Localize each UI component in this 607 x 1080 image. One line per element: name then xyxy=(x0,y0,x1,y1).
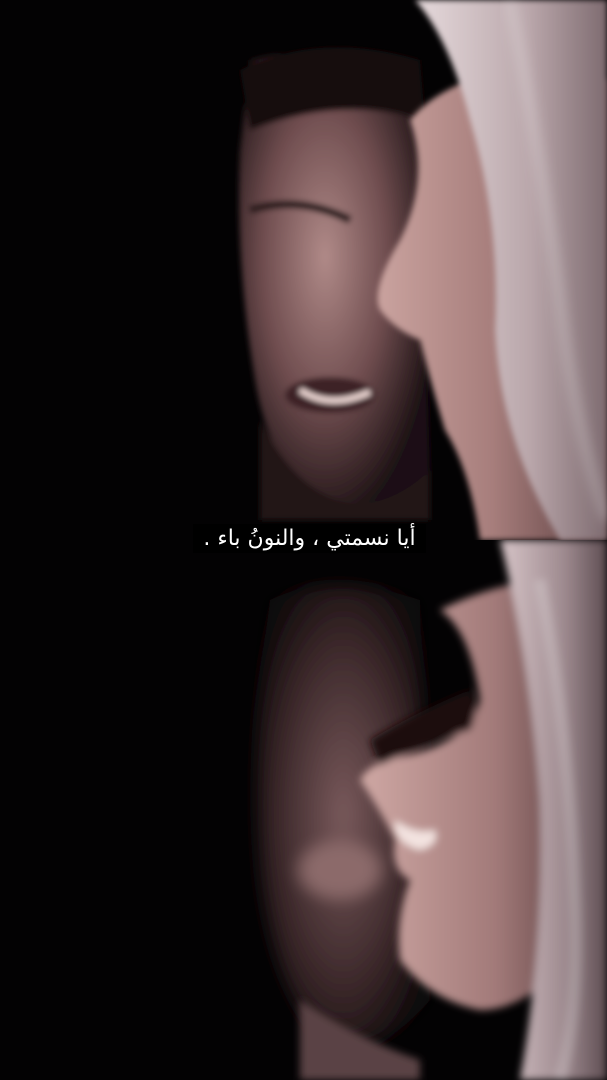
subtitle-text: أيا نسمتي ، والنونُ باء . xyxy=(193,524,425,553)
photo-bottom xyxy=(0,540,607,1080)
video-frame-bottom xyxy=(0,540,607,1080)
subtitle-caption xyxy=(0,520,607,556)
